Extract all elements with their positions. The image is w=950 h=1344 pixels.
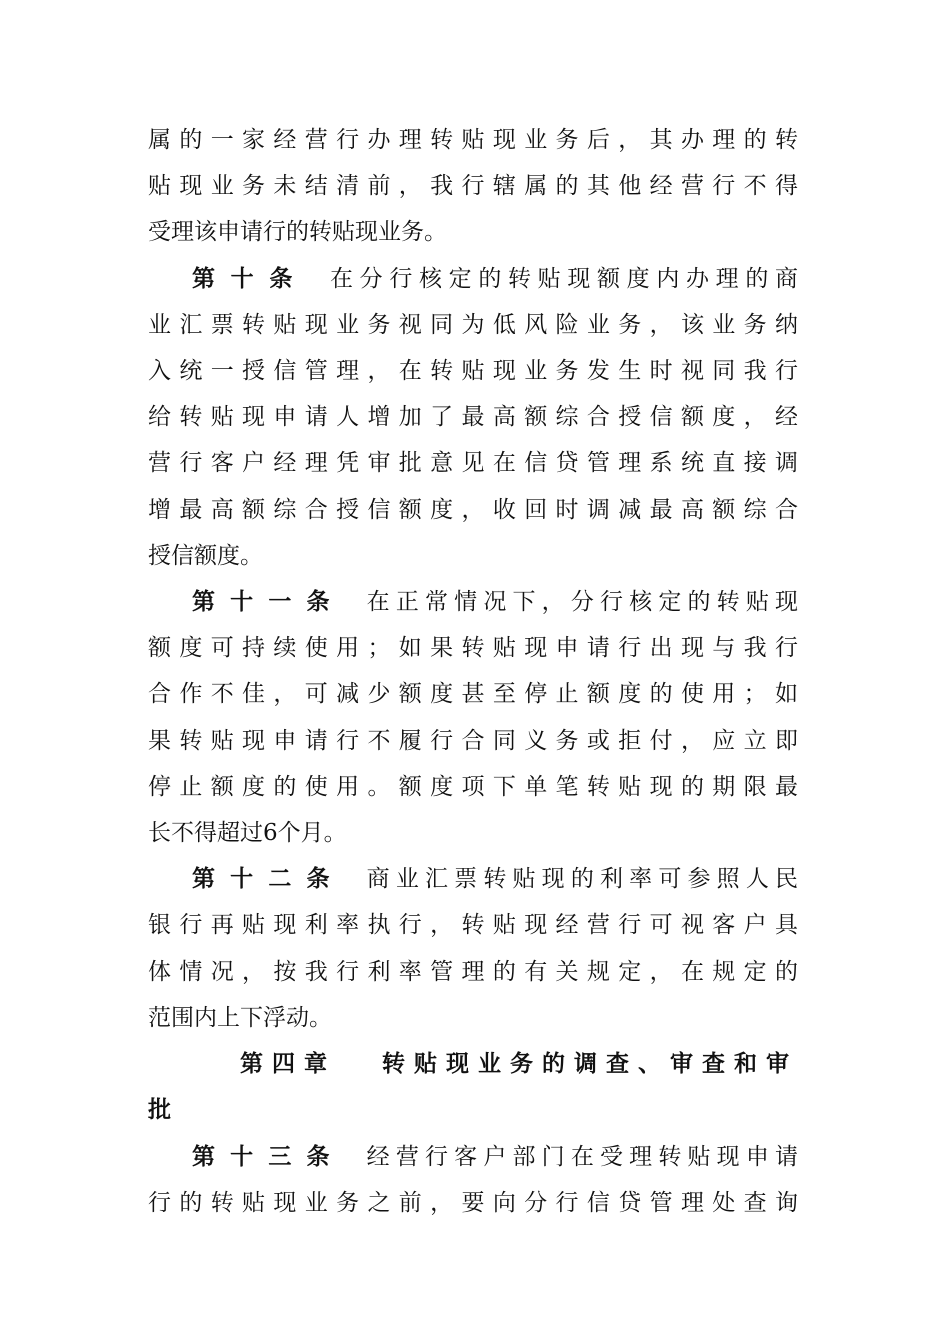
article-12-first-line [192,859,798,899]
article-13-title: 第十三条 [192,1144,345,1170]
article-12-title: 第十二条 [192,866,345,892]
article-11-text: 在正常情况下，分行核定的转贴现 [366,589,799,615]
text-line: 属的一家经营行办理转贴现业务后，其办理的转 [148,127,798,153]
text-line: 长不得超过6个月。 [148,820,347,846]
text-line: 银行再贴现利率执行，转贴现经营行可视客户具 [148,912,798,938]
chapter-title: 转贴现业务的调查、审查和审 [382,1051,798,1077]
chapter-number: 第四章 [240,1051,336,1077]
article-10-first-line [192,259,798,299]
text-line: 贴现业务未结清前，我行辖属的其他经营行不得 [148,173,798,199]
article-12-text: 商业汇票转贴现的利率可参照人民 [366,866,799,892]
text-line: 果转贴现申请行不履行合同义务或拒付，应立即 [148,728,798,754]
text-line: 额度可持续使用；如果转贴现申请行出现与我行 [148,635,798,661]
chapter-heading [240,1044,798,1084]
text-line: 受理该申请行的转贴现业务。 [148,219,447,245]
article-13-first-line [192,1137,798,1177]
text-line: 停止额度的使用。额度项下单笔转贴现的期限最 [148,774,798,800]
text-line: 行的转贴现业务之前，要向分行信贷管理处查询 [148,1190,798,1216]
article-11-title: 第十一条 [192,589,345,615]
article-10-text: 在分行核定的转贴现额度内办理的商 [330,266,799,292]
text-line: 范围内上下浮动。 [148,1005,332,1031]
text-line: 合作不佳，可减少额度甚至停止额度的使用；如 [148,681,798,707]
article-11-first-line [192,582,798,622]
text-line: 增最高额综合授信额度，收回时调减最高额综合 [148,497,798,523]
chapter-heading-continuation [148,1090,798,1130]
text-line: 授信额度。 [148,543,263,569]
text-line: 入统一授信管理，在转贴现业务发生时视同我行 [148,358,798,384]
text-line: 业汇票转贴现业务视同为低风险业务，该业务纳 [148,312,798,338]
text-line: 给转贴现申请人增加了最高额综合授信额度，经 [148,404,798,430]
text-line: 体情况，按我行利率管理的有关规定，在规定的 [148,959,798,985]
chapter-title-continuation: 批 [148,1097,171,1123]
text-line: 营行客户经理凭审批意见在信贷管理系统直接调 [148,450,798,476]
article-13-text: 经营行客户部门在受理转贴现申请 [366,1144,799,1170]
article-10-title: 第十条 [192,266,308,292]
